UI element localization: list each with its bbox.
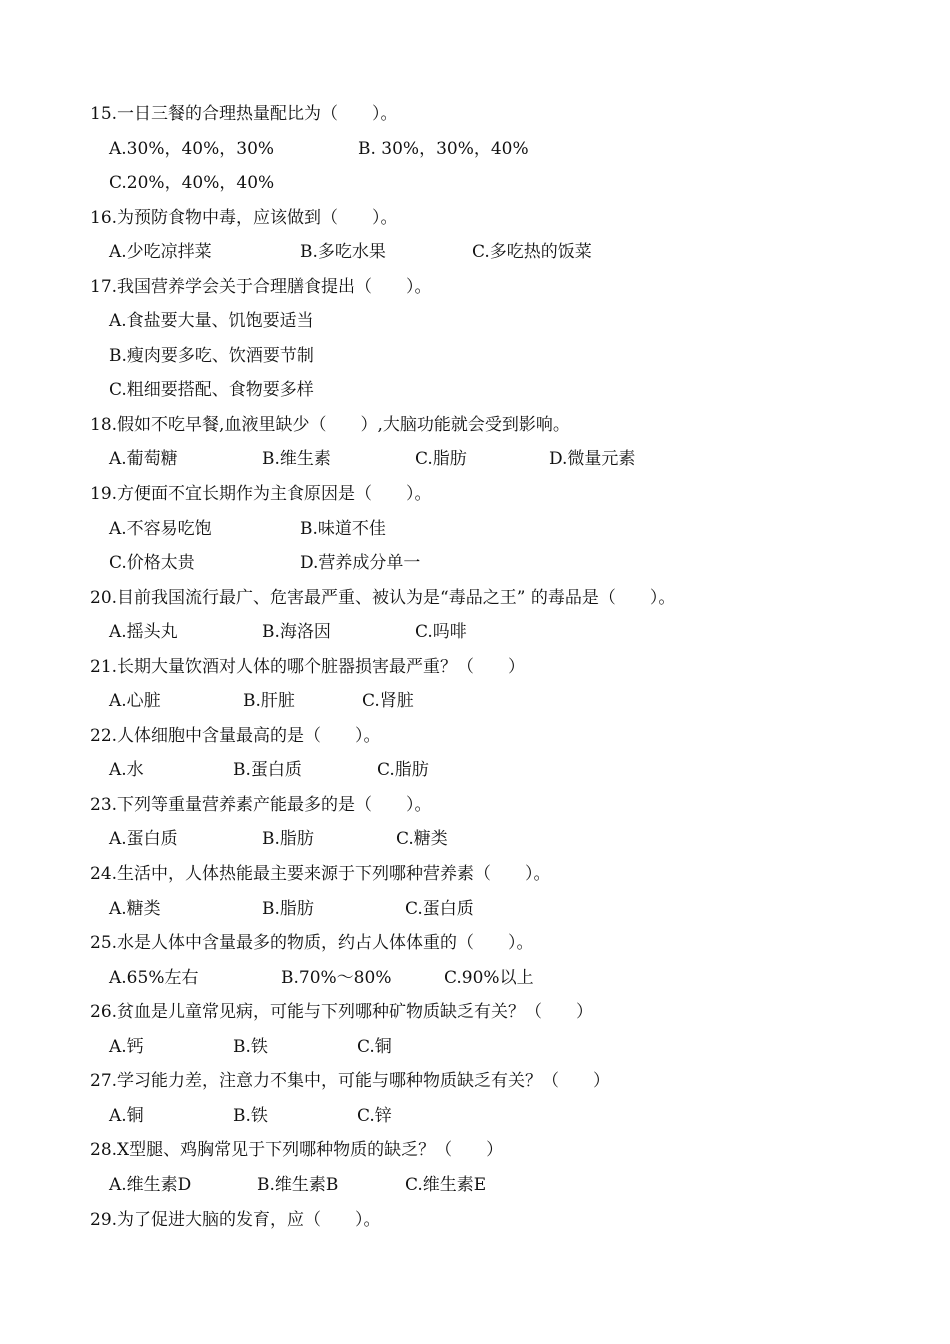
question-text-q22: 22.人体细胞中含量最高的是（ ）。 [90,725,381,746]
question-text-q25: 25.水是人体中含量最多的物质，约占人体体重的（ ）。 [90,933,534,954]
option-row-q16-1 [90,235,910,270]
option-q27-1-3: C.锌 [357,1105,392,1126]
question-text-q24: 24.生活中，人体热能最主要来源于下列哪种营养素（ ）。 [90,864,551,885]
option-row-q15-2 [90,166,910,201]
option-q25-1-3: C.90%以上 [444,967,534,988]
option-q20-1-3: C.吗啡 [415,622,467,643]
option-row-q21-1 [90,684,910,719]
question-text-q20: 20.目前我国流行最广、危害最严重、被认为是“毒品之王” 的毒品是（ ）。 [90,587,676,608]
option-q15-1-2: B. 30%，30%，40% [358,138,529,159]
option-q18-1-4: D.微量元素 [549,449,636,470]
question-list [90,97,910,1237]
option-q28-1-2: B.维生素B [257,1174,339,1195]
option-q23-1-1: A.蛋白质 [109,829,178,850]
option-q20-1-1: A.摇头丸 [109,622,178,643]
option-q26-1-3: C.铜 [357,1036,392,1057]
option-q15-2-1: C.20%，40%，40% [109,173,275,194]
option-row-q19-1 [90,512,910,547]
option-row-q17-3 [90,373,910,408]
option-q19-2-1: C.价格太贵 [109,553,195,574]
option-row-q22-1 [90,753,910,788]
option-q17-1-1: A.食盐要大量、饥饱要适当 [109,311,314,332]
option-q16-1-2: B.多吃水果 [300,242,386,263]
option-row-q23-1 [90,822,910,857]
option-q17-3-1: C.粗细要搭配、食物要多样 [109,380,314,401]
option-q18-1-3: C.脂肪 [415,449,467,470]
question-text-q18: 18.假如不吃早餐,血液里缺少（ ）,大脑功能就会受到影响。 [90,414,570,435]
option-q22-1-2: B.蛋白质 [233,760,302,781]
option-q24-1-1: A.糖类 [109,898,161,919]
option-row-q17-2 [90,339,910,374]
option-q25-1-1: A.65%左右 [109,967,199,988]
question-text-q26: 26.贫血是儿童常见病，可能与下列哪种矿物质缺乏有关？（ ） [90,1002,594,1023]
option-q19-1-1: A.不容易吃饱 [109,518,212,539]
option-row-q25-1 [90,961,910,996]
option-row-q28-1 [90,1168,910,1203]
option-q27-1-2: B.铁 [233,1105,268,1126]
option-q15-1-1: A.30%，40%，30% [109,138,275,159]
option-row-q15-1 [90,132,910,167]
option-q21-1-3: C.肾脏 [362,691,414,712]
option-row-q27-1 [90,1099,910,1134]
option-q19-1-2: B.味道不佳 [300,518,386,539]
question-text-q15: 15.一日三餐的合理热量配比为（ ）。 [90,104,398,124]
question-text-q29: 29.为了促进大脑的发育，应（ ）。 [90,1209,381,1230]
option-q21-1-1: A.心脏 [109,691,161,712]
option-q20-1-2: B.海洛因 [262,622,331,643]
option-q16-1-1: A.少吃凉拌菜 [109,242,212,263]
option-q23-1-3: C.糖类 [396,829,448,850]
question-text-q19: 19.方便面不宜长期作为主食原因是（ ）。 [90,484,432,505]
option-q24-1-3: C.蛋白质 [405,898,474,919]
option-q16-1-3: C.多吃热的饭菜 [472,242,592,263]
option-q18-1-2: B.维生素 [262,449,331,470]
option-q17-2-1: B.瘦肉要多吃、饮酒要节制 [109,345,314,366]
option-q22-1-1: A.水 [109,760,144,781]
question-text-q16: 16.为预防食物中毒，应该做到（ ）。 [90,207,398,228]
option-q23-1-2: B.脂肪 [262,829,314,850]
option-q22-1-3: C.脂肪 [377,760,429,781]
question-text-q17: 17.我国营养学会关于合理膳食提出（ ）。 [90,276,432,297]
option-q27-1-1: A.铜 [109,1105,144,1126]
option-row-q26-1 [90,1030,910,1065]
question-text-q23: 23.下列等重量营养素产能最多的是（ ）。 [90,794,432,815]
option-row-q18-1 [90,442,910,477]
question-text-q27: 27.学习能力差，注意力不集中，可能与哪种物质缺乏有关？（ ） [90,1071,611,1092]
option-q19-2-2: D.营养成分单一 [300,553,421,574]
option-row-q24-1 [90,892,910,927]
question-text-q28: 28.X型腿、鸡胸常见于下列哪种物质的缺乏？（ ） [90,1140,504,1161]
option-q26-1-2: B.铁 [233,1036,268,1057]
option-q24-1-2: B.脂肪 [262,898,314,919]
option-q25-1-2: B.70%～80% [281,967,392,988]
option-row-q19-2 [90,546,910,581]
option-q18-1-1: A.葡萄糖 [109,449,178,470]
option-q28-1-3: C.维生素E [405,1174,487,1195]
option-q28-1-1: A.维生素D [109,1174,192,1195]
option-q26-1-1: A.钙 [109,1036,144,1057]
question-text-q21: 21.长期大量饮酒对人体的哪个脏器损害最严重？（ ） [90,656,526,677]
option-row-q17-1 [90,304,910,339]
option-row-q20-1 [90,615,910,650]
option-q21-1-2: B.肝脏 [243,691,295,712]
